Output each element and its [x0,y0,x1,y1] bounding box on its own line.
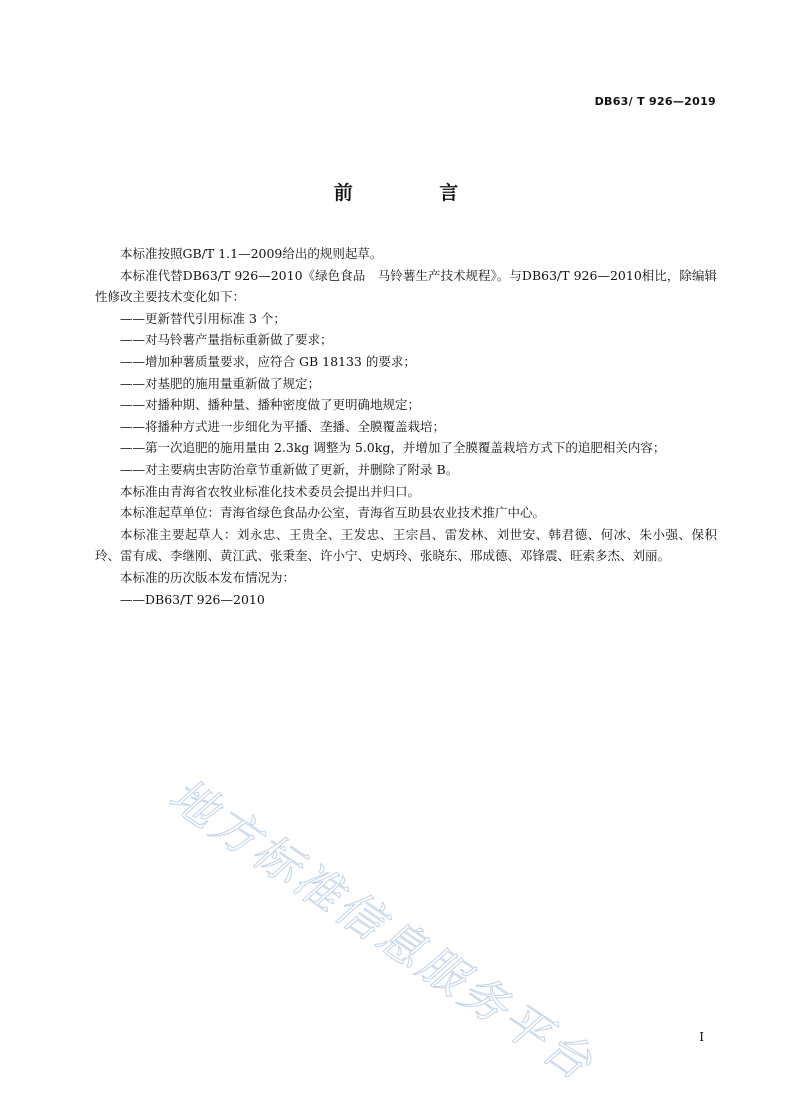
page-number: I [699,1030,704,1044]
paragraph-drafters: 本标准主要起草人：刘永忠、王贵全、王发忠、王宗昌、雷发林、刘世安、韩君德、何冰、朱小强、保积玲、雷有成、李继刚、黄江武、张秉奎、许小宁、史炳玲、张晓东、邢成德、邓锋震、旺索多杰、刘丽。 [95,526,717,564]
page-title: 前 言 [333,182,499,204]
paragraph-history-intro: 本标准的历次版本发布情况为： [120,569,296,585]
list-item: ——对马铃薯产量指标重新做了要求； [120,332,333,348]
list-item: ——第一次追肥的施用量由 2.3kg 调整为 5.0kg，并增加了全膜覆盖栽培方式下的追肥相关内容； [120,440,666,456]
list-item: ——对播种期、播种量、播种密度做了更明确地规定； [120,397,421,413]
paragraph-proposer: 本标准由青海省农牧业标准化技术委员会提出并归口。 [120,483,421,499]
list-item: ——对基肥的施用量重新做了规定； [120,375,321,391]
paragraph-drafting-units: 本标准起草单位：青海省绿色食品办公室，青海省互助县农业技术推广中心。 [120,505,546,521]
list-item: ——将播种方式进一步细化为平播、垄播、全膜覆盖栽培； [120,418,446,434]
list-item: ——更新替代引用标准 3 个； [120,310,286,326]
paragraph-drafting-rules: 本标准按照GB/T 1.1—2009给出的规则起草。 [120,246,383,261]
document-code: DB63/ T 926—2019 [594,95,716,108]
list-item: ——对主要病虫害防治章节重新做了更新，并删除了附录 B。 [120,461,459,477]
foreword-body [95,243,717,610]
list-item: ——增加种薯质量要求，应符合 GB 18133 的要求； [120,353,416,369]
history-item: ——DB63/T 926—2010 [120,591,265,607]
watermark: 地方标准信息服务平台 [159,767,605,1092]
paragraph-replacement: 本标准代替DB63/T 926—2010《绿色食品 马铃薯生产技术规程》。与DB63/T 926—2010相比，除编辑性修改主要技术变化如下： [95,267,717,305]
